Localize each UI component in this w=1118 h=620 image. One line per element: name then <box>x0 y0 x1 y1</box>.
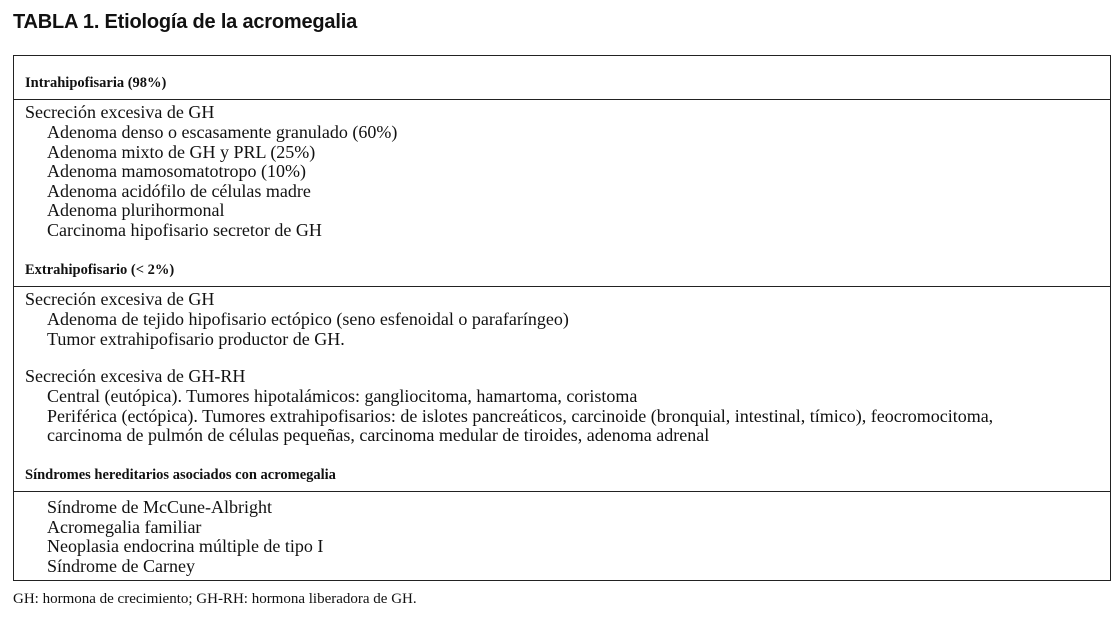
section-divider <box>14 491 1110 492</box>
list-item: carcinoma de pulmón de células pequeñas, carcinoma medular de tiroides, adenoma adrenal <box>47 425 710 445</box>
list-item: Tumor extrahipofisario productor de GH. <box>47 329 345 349</box>
section-divider <box>14 99 1110 100</box>
table-footnote: GH: hormona de crecimiento; GH-RH: hormona liberadora de GH. <box>13 591 417 607</box>
list-item: Adenoma plurihormonal <box>47 200 225 220</box>
group-heading: Secreción excesiva de GH <box>25 289 215 309</box>
section-divider <box>14 286 1110 287</box>
list-item: Acromegalia familiar <box>47 517 202 537</box>
group-heading: Secreción excesiva de GH-RH <box>25 366 246 386</box>
group-heading: Secreción excesiva de GH <box>25 102 215 122</box>
list-item: Adenoma acidófilo de células madre <box>47 181 311 201</box>
list-item: Adenoma mixto de GH y PRL (25%) <box>47 142 316 162</box>
section-heading-extrahipofisario: Extrahipofisario (< 2%) <box>25 262 175 278</box>
list-item: Central (eutópica). Tumores hipotalámicos: gangliocitoma, hamartoma, coristoma <box>47 386 638 406</box>
list-item: Adenoma de tejido hipofisario ectópico (seno esfenoidal o parafaríngeo) <box>47 309 569 329</box>
list-item: Adenoma mamosomatotropo (10%) <box>47 161 306 181</box>
list-item: Síndrome de Carney <box>47 556 195 576</box>
section-heading-intrahipofisaria: Intrahipofisaria (98%) <box>25 75 167 91</box>
section-heading-sindromes-hereditarios: Síndromes hereditarios asociados con acromegalia <box>25 467 336 483</box>
list-item: Carcinoma hipofisario secretor de GH <box>47 220 322 240</box>
list-item: Neoplasia endocrina múltiple de tipo I <box>47 536 324 556</box>
list-item: Adenoma denso o escasamente granulado (60%) <box>47 122 398 142</box>
list-item: Síndrome de McCune-Albright <box>47 497 272 517</box>
etiology-table <box>13 55 1111 581</box>
table-title: TABLA 1. Etiología de la acromegalia <box>13 11 357 33</box>
list-item: Periférica (ectópica). Tumores extrahipofisarios: de islotes pancreáticos, carcinoide (bronquial, intestinal, tímico), feocromocitoma, <box>47 406 994 426</box>
